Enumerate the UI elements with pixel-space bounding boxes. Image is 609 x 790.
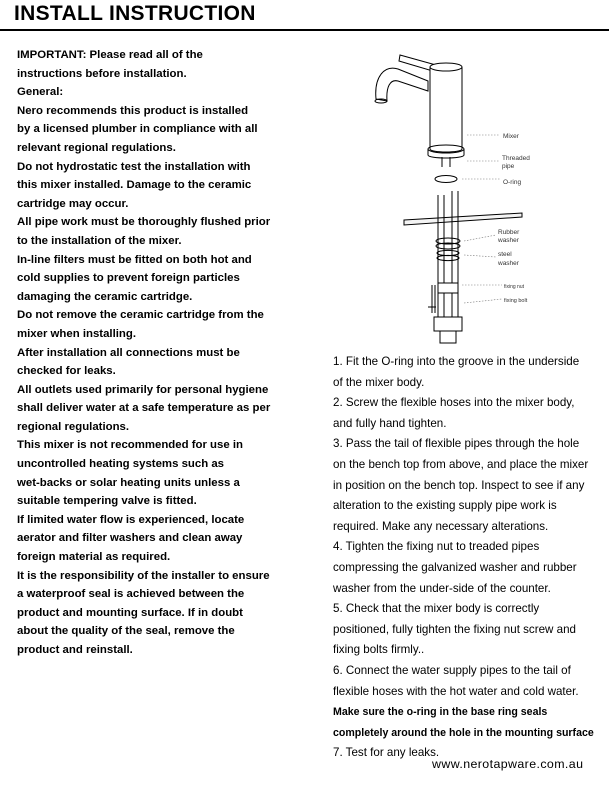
label-threaded-2: pipe — [502, 163, 515, 170]
instruction-line: relevant regional regulations. — [17, 141, 176, 154]
instruction-line: product and reinstall. — [17, 644, 133, 656]
label-mixer: Mixer — [503, 133, 519, 140]
instruction-line: foreign material as required. — [17, 551, 171, 564]
instruction-line: All outlets used primarily for personal hygiene — [17, 383, 269, 396]
label-steel-1: steel — [498, 251, 512, 258]
instruction-line: Do not hydrostatic test the installation with — [17, 160, 251, 173]
step-line: in position on the bench top. Inspect to see if any — [333, 478, 585, 492]
step-line: fixing bolts firmly.. — [333, 643, 425, 657]
instruction-line: uncontrolled heating systems such as — [17, 458, 224, 471]
instruction-line: This mixer is not recommended for use in — [17, 439, 243, 452]
instruction-line: instructions before installation. — [17, 67, 187, 80]
mixer-spout — [376, 68, 428, 101]
instruction-line: damaging the ceramic cartridge. — [17, 290, 193, 303]
step-line: alteration to the existing supply pipe work is — [333, 499, 557, 513]
fixing-nut — [438, 283, 458, 293]
instruction-line: to the installation of the mixer. — [17, 234, 182, 247]
step-line: positioned, fully tighten the fixing nut screw and — [333, 622, 576, 636]
step-line: Make sure the o-ring in the base ring seals — [333, 706, 548, 719]
label-steel-2: washer — [498, 260, 519, 267]
page-title: INSTALL INSTRUCTION — [14, 2, 256, 25]
instruction-line: It is the responsibility of the installer to ensure — [17, 569, 270, 582]
instruction-line: In-line filters must be fitted on both hot and — [17, 253, 252, 266]
step-line: of the mixer body. — [333, 375, 425, 389]
bench-top — [404, 213, 522, 225]
website-url: www.nerotapware.com.au — [432, 757, 584, 771]
step-line: 5. Check that the mixer body is correctly — [333, 602, 540, 616]
instruction-line: aerator and filter washers and clean away — [17, 532, 243, 545]
installation-steps — [333, 352, 605, 764]
step-line: on the bench top from above, and place the mixer — [333, 457, 589, 471]
instruction-line: a waterproof seal is achieved between the — [17, 588, 245, 601]
instruction-line: mixer when installing. — [17, 327, 136, 340]
mixer-exploded-diagram — [372, 45, 542, 363]
step-line: and fully hand tighten. — [333, 416, 447, 430]
instruction-line: regional regulations. — [17, 420, 130, 433]
instruction-line: wet-backs or solar heating units unless a — [17, 476, 240, 489]
title-underline — [0, 29, 609, 31]
o-ring — [435, 176, 457, 183]
step-line: 6. Connect the water supply pipes to the tail of — [333, 663, 571, 677]
step-line: flexible hoses with the hot water and cold water. — [333, 684, 579, 698]
instruction-line: All pipe work must be thoroughly flushed prior — [17, 216, 271, 229]
step-line: 2. Screw the flexible hoses into the mixer body, — [333, 396, 575, 410]
mixer-body — [430, 67, 462, 152]
instruction-line: cold supplies to prevent foreign particles — [17, 272, 240, 285]
label-fixing-bolt: fixing bolt — [504, 298, 528, 304]
instruction-line: shall deliver water at a safe temperature as per — [17, 402, 271, 415]
instruction-line: this mixer installed. Damage to the ceramic — [17, 179, 252, 192]
instruction-line: cartridge may occur. — [17, 197, 129, 210]
label-oring: O-ring — [503, 179, 522, 186]
instruction-line: Do not remove the ceramic cartridge from the — [17, 309, 264, 322]
step-line: required. Make any necessary alterations. — [333, 519, 549, 533]
instruction-line: After installation all connections must be — [17, 346, 240, 359]
instruction-line: IMPORTANT: Please read all of the — [17, 49, 203, 61]
label-rubber-1: Rubber — [498, 229, 520, 236]
instruction-line: Nero recommends this product is installed — [17, 104, 249, 117]
steel-washer — [437, 250, 459, 255]
step-line: compressing the galvanized washer and rubber — [333, 560, 577, 574]
step-line: completely around the hole in the mounting surface — [333, 726, 594, 739]
step-line: 3. Pass the tail of flexible pipes through the hole — [333, 437, 580, 451]
instruction-line: General: — [17, 86, 64, 99]
step-line: washer from the under-side of the counter. — [333, 581, 551, 595]
label-rubber-2: washer — [498, 237, 519, 244]
instruction-line: checked for leaks. — [17, 365, 116, 378]
instruction-line: about the quality of the seal, remove the — [17, 625, 235, 638]
instruction-line: If limited water flow is experienced, locate — [17, 513, 245, 526]
label-fixing-nut: fixing nut — [504, 284, 525, 290]
instruction-line: product and mounting surface. If in doubt — [17, 606, 243, 619]
label-threaded-1: Threaded — [502, 155, 530, 162]
step-line: 7. Test for any leaks. — [333, 746, 440, 760]
instruction-line: by a licensed plumber in compliance with all — [17, 123, 258, 136]
instruction-line: suitable tempering valve is fitted. — [17, 495, 197, 508]
general-instructions — [17, 46, 317, 660]
step-line: 1. Fit the O-ring into the groove in the underside — [333, 355, 580, 368]
step-line: 4. Tighten the fixing nut to treaded pipes — [333, 540, 540, 554]
